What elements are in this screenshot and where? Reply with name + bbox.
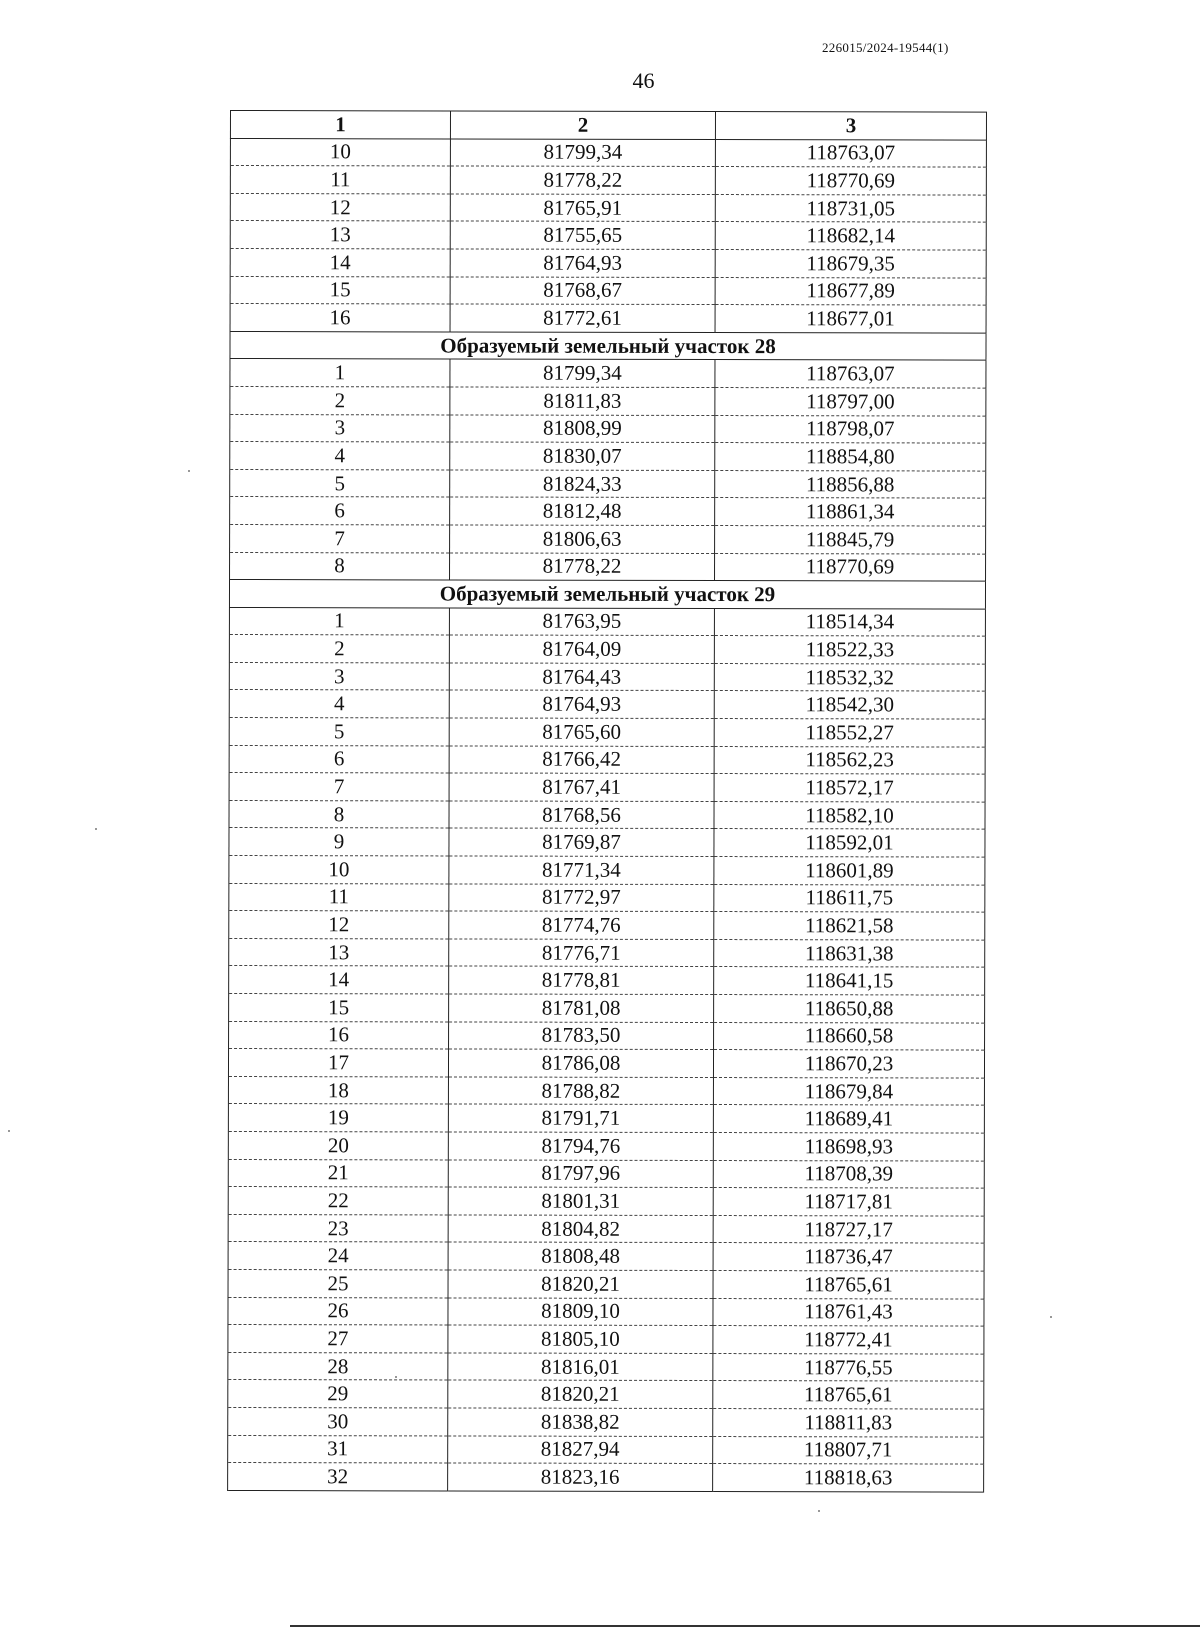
x-coordinate-cell: 81766,42 [449,746,714,774]
point-number-cell: 32 [228,1463,448,1491]
y-coordinate-cell: 118798,07 [715,415,986,443]
y-coordinate-cell: 118708,39 [713,1160,984,1188]
y-coordinate-cell: 118854,80 [715,443,986,471]
table-row [230,442,986,471]
column-header-y: 3 [715,112,986,140]
x-coordinate-cell: 81786,08 [448,1049,713,1077]
y-coordinate-cell: 118679,84 [713,1077,984,1105]
y-coordinate-cell: 118621,58 [714,912,985,940]
point-number-cell: 14 [230,248,450,276]
x-coordinate-cell: 81816,01 [448,1353,713,1381]
y-coordinate-cell: 118679,35 [715,249,986,277]
table-row [228,1131,984,1160]
x-coordinate-cell: 81764,93 [450,249,715,277]
coordinates-table-container [227,110,986,1492]
table-row [229,828,985,857]
y-coordinate-cell: 118807,71 [713,1436,984,1464]
x-coordinate-cell: 81769,87 [449,828,714,856]
y-coordinate-cell: 118689,41 [713,1105,984,1133]
point-number-cell: 30 [228,1407,448,1435]
table-row [228,1407,984,1436]
table-row [228,1269,984,1298]
table-row [228,1104,984,1133]
point-number-cell: 10 [230,138,450,166]
point-number-cell: 24 [228,1242,448,1270]
y-coordinate-cell: 118856,88 [715,470,986,498]
y-coordinate-cell: 118562,23 [714,746,985,774]
y-coordinate-cell: 118776,55 [713,1353,984,1381]
x-coordinate-cell: 81772,97 [449,884,714,912]
point-number-cell: 19 [228,1104,448,1132]
x-coordinate-cell: 81824,33 [450,470,715,498]
point-number-cell: 21 [228,1159,448,1187]
point-number-cell: 11 [229,883,449,911]
y-coordinate-cell: 118772,41 [713,1326,984,1354]
x-coordinate-cell: 81809,10 [448,1297,713,1325]
table-row [229,745,985,774]
point-number-cell: 20 [228,1131,448,1159]
y-coordinate-cell: 118811,83 [713,1408,984,1436]
x-coordinate-cell: 81768,56 [449,801,714,829]
table-row [228,1463,984,1492]
table-row [230,359,986,388]
point-number-cell: 2 [230,386,450,414]
x-coordinate-cell: 81767,41 [449,773,714,801]
point-number-cell: 6 [230,497,450,525]
table-row [228,1187,984,1216]
y-coordinate-cell: 118717,81 [713,1188,984,1216]
x-coordinate-cell: 81764,43 [449,663,714,691]
column-header-point: 1 [230,111,450,139]
table-row [230,552,986,581]
y-coordinate-cell: 118631,38 [714,939,985,967]
y-coordinate-cell: 118611,75 [714,884,985,912]
x-coordinate-cell: 81774,76 [449,911,714,939]
table-row [229,911,985,940]
table-row [230,524,986,553]
table-row [230,138,986,167]
x-coordinate-cell: 81820,21 [448,1380,713,1408]
y-coordinate-cell: 118763,07 [715,139,986,167]
y-coordinate-cell: 118542,30 [714,691,985,719]
table-row [229,690,985,719]
y-coordinate-cell: 118770,69 [715,553,986,581]
point-number-cell: 11 [230,166,450,194]
page-number: 46 [632,68,655,93]
y-coordinate-cell: 118514,34 [714,608,985,636]
point-number-cell: 15 [230,276,450,304]
x-coordinate-cell: 81808,48 [448,1242,713,1270]
y-coordinate-cell: 118592,01 [714,829,985,857]
x-coordinate-cell: 81778,81 [449,966,714,994]
table-row [230,414,986,443]
scan-speck [8,1130,10,1132]
point-number-cell: 9 [229,828,449,856]
point-number-cell: 12 [229,911,449,939]
y-coordinate-cell: 118765,61 [713,1270,984,1298]
x-coordinate-cell: 81805,10 [448,1325,713,1353]
point-number-cell: 17 [228,1049,448,1077]
section-title: Образуемый земельный участок 29 [229,580,985,609]
x-coordinate-cell: 81771,34 [449,856,714,884]
x-coordinate-cell: 81799,34 [450,359,715,387]
document-registration-number: 226015/2024-19544(1) [822,40,949,55]
table-row [228,1159,984,1188]
table-row [230,276,986,305]
y-coordinate-cell: 118770,69 [715,167,986,195]
y-coordinate-cell: 118682,14 [715,222,986,250]
table-row [228,1380,984,1409]
point-number-cell: 27 [228,1325,448,1353]
y-coordinate-cell: 118670,23 [713,1050,984,1078]
table-row [229,993,985,1022]
point-number-cell: 16 [230,304,450,332]
table-row [229,635,985,664]
section-heading-row [229,580,985,609]
y-coordinate-cell: 118660,58 [714,1022,985,1050]
table-row [230,304,986,333]
y-coordinate-cell: 118736,47 [713,1243,984,1271]
section-title: Образуемый земельный участок 28 [230,331,986,360]
x-coordinate-cell: 81808,99 [450,414,715,442]
table-row [230,166,986,195]
x-coordinate-cell: 81830,07 [450,442,715,470]
point-number-cell: 13 [229,938,449,966]
column-header-x: 2 [450,111,715,139]
point-number-cell: 15 [229,993,449,1021]
x-coordinate-cell: 81806,63 [450,525,715,553]
point-number-cell: 7 [229,773,449,801]
y-coordinate-cell: 118650,88 [714,995,985,1023]
point-number-cell: 29 [228,1380,448,1408]
point-number-cell: 6 [229,745,449,773]
point-number-cell: 1 [230,359,450,387]
x-coordinate-cell: 81764,09 [449,635,714,663]
table-row [229,800,985,829]
scan-speck [395,1376,397,1378]
table-row [228,1049,984,1078]
table-row [229,607,985,636]
point-number-cell: 7 [230,524,450,552]
x-coordinate-cell: 81765,60 [449,718,714,746]
x-coordinate-cell: 81791,71 [448,1104,713,1132]
y-coordinate-cell: 118677,89 [715,277,986,305]
point-number-cell: 23 [228,1214,448,1242]
point-number-cell: 4 [229,690,449,718]
x-coordinate-cell: 81763,95 [449,608,714,636]
x-coordinate-cell: 81772,61 [450,304,715,332]
x-coordinate-cell: 81797,96 [448,1160,713,1188]
x-coordinate-cell: 81811,83 [450,387,715,415]
y-coordinate-cell: 118532,32 [714,663,985,691]
y-coordinate-cell: 118698,93 [713,1132,984,1160]
x-coordinate-cell: 81755,65 [450,221,715,249]
point-number-cell: 10 [229,856,449,884]
point-number-cell: 2 [229,635,449,663]
y-coordinate-cell: 118765,61 [713,1381,984,1409]
point-number-cell: 1 [229,607,449,635]
point-number-cell: 13 [230,221,450,249]
x-coordinate-cell: 81783,50 [449,1022,714,1050]
y-coordinate-cell: 118552,27 [714,719,985,747]
table-row [228,1435,984,1464]
table-row [229,662,985,691]
x-coordinate-cell: 81804,82 [448,1215,713,1243]
y-coordinate-cell: 118582,10 [714,801,985,829]
table-row [228,1076,984,1105]
y-coordinate-cell: 118677,01 [715,305,986,333]
scan-speck [188,470,190,472]
point-number-cell: 26 [228,1297,448,1325]
table-row [230,248,986,277]
point-number-cell: 4 [230,442,450,470]
point-number-cell: 25 [228,1269,448,1297]
x-coordinate-cell: 81781,08 [449,994,714,1022]
table-row [228,1214,984,1243]
y-coordinate-cell: 118727,17 [713,1215,984,1243]
table-row [229,938,985,967]
point-number-cell: 18 [228,1076,448,1104]
y-coordinate-cell: 118572,17 [714,774,985,802]
y-coordinate-cell: 118861,34 [715,498,986,526]
scan-speck [818,1510,820,1512]
point-number-cell: 14 [229,966,449,994]
table-row [230,193,986,222]
table-body [228,138,987,1492]
y-coordinate-cell: 118731,05 [715,194,986,222]
x-coordinate-cell: 81778,22 [450,166,715,194]
table-row [228,1325,984,1354]
table-row [228,1352,984,1381]
point-number-cell: 5 [229,718,449,746]
y-coordinate-cell: 118761,43 [713,1298,984,1326]
x-coordinate-cell: 81827,94 [448,1435,713,1463]
y-coordinate-cell: 118522,33 [714,636,985,664]
table-row [230,386,986,415]
scan-speck [1050,1316,1052,1318]
point-number-cell: 16 [229,1021,449,1049]
x-coordinate-cell: 81788,82 [448,1077,713,1105]
scan-speck [95,828,97,830]
x-coordinate-cell: 81838,82 [448,1408,713,1436]
table-row [229,966,985,995]
table-header-row [230,111,986,140]
table-row [230,497,986,526]
point-number-cell: 8 [230,552,450,580]
section-heading-row [230,331,986,360]
point-number-cell: 22 [228,1187,448,1215]
table-row [229,883,985,912]
point-number-cell: 8 [229,800,449,828]
table-row [228,1242,984,1271]
table-row [230,221,986,250]
table-row [228,1297,984,1326]
point-number-cell: 3 [230,414,450,442]
table-row [229,1021,985,1050]
y-coordinate-cell: 118763,07 [715,360,986,388]
x-coordinate-cell: 81812,48 [450,497,715,525]
x-coordinate-cell: 81765,91 [450,194,715,222]
y-coordinate-cell: 118845,79 [715,525,986,553]
x-coordinate-cell: 81764,93 [449,690,714,718]
table-row [229,856,985,885]
y-coordinate-cell: 118641,15 [714,967,985,995]
point-number-cell: 5 [230,469,450,497]
y-coordinate-cell: 118818,63 [713,1464,984,1492]
x-coordinate-cell: 81776,71 [449,939,714,967]
point-number-cell: 3 [229,662,449,690]
y-coordinate-cell: 118797,00 [715,387,986,415]
x-coordinate-cell: 81778,22 [450,552,715,580]
table-row [229,773,985,802]
y-coordinate-cell: 118601,89 [714,857,985,885]
bottom-scan-edge [290,1625,1200,1627]
point-number-cell: 31 [228,1435,448,1463]
x-coordinate-cell: 81823,16 [448,1463,713,1491]
x-coordinate-cell: 81801,31 [448,1187,713,1215]
point-number-cell: 28 [228,1352,448,1380]
x-coordinate-cell: 81794,76 [448,1132,713,1160]
x-coordinate-cell: 81799,34 [450,139,715,167]
x-coordinate-cell: 81768,67 [450,277,715,305]
point-number-cell: 12 [230,193,450,221]
table-row [229,718,985,747]
table-row [230,469,986,498]
x-coordinate-cell: 81820,21 [448,1270,713,1298]
coordinates-table [227,110,987,1492]
